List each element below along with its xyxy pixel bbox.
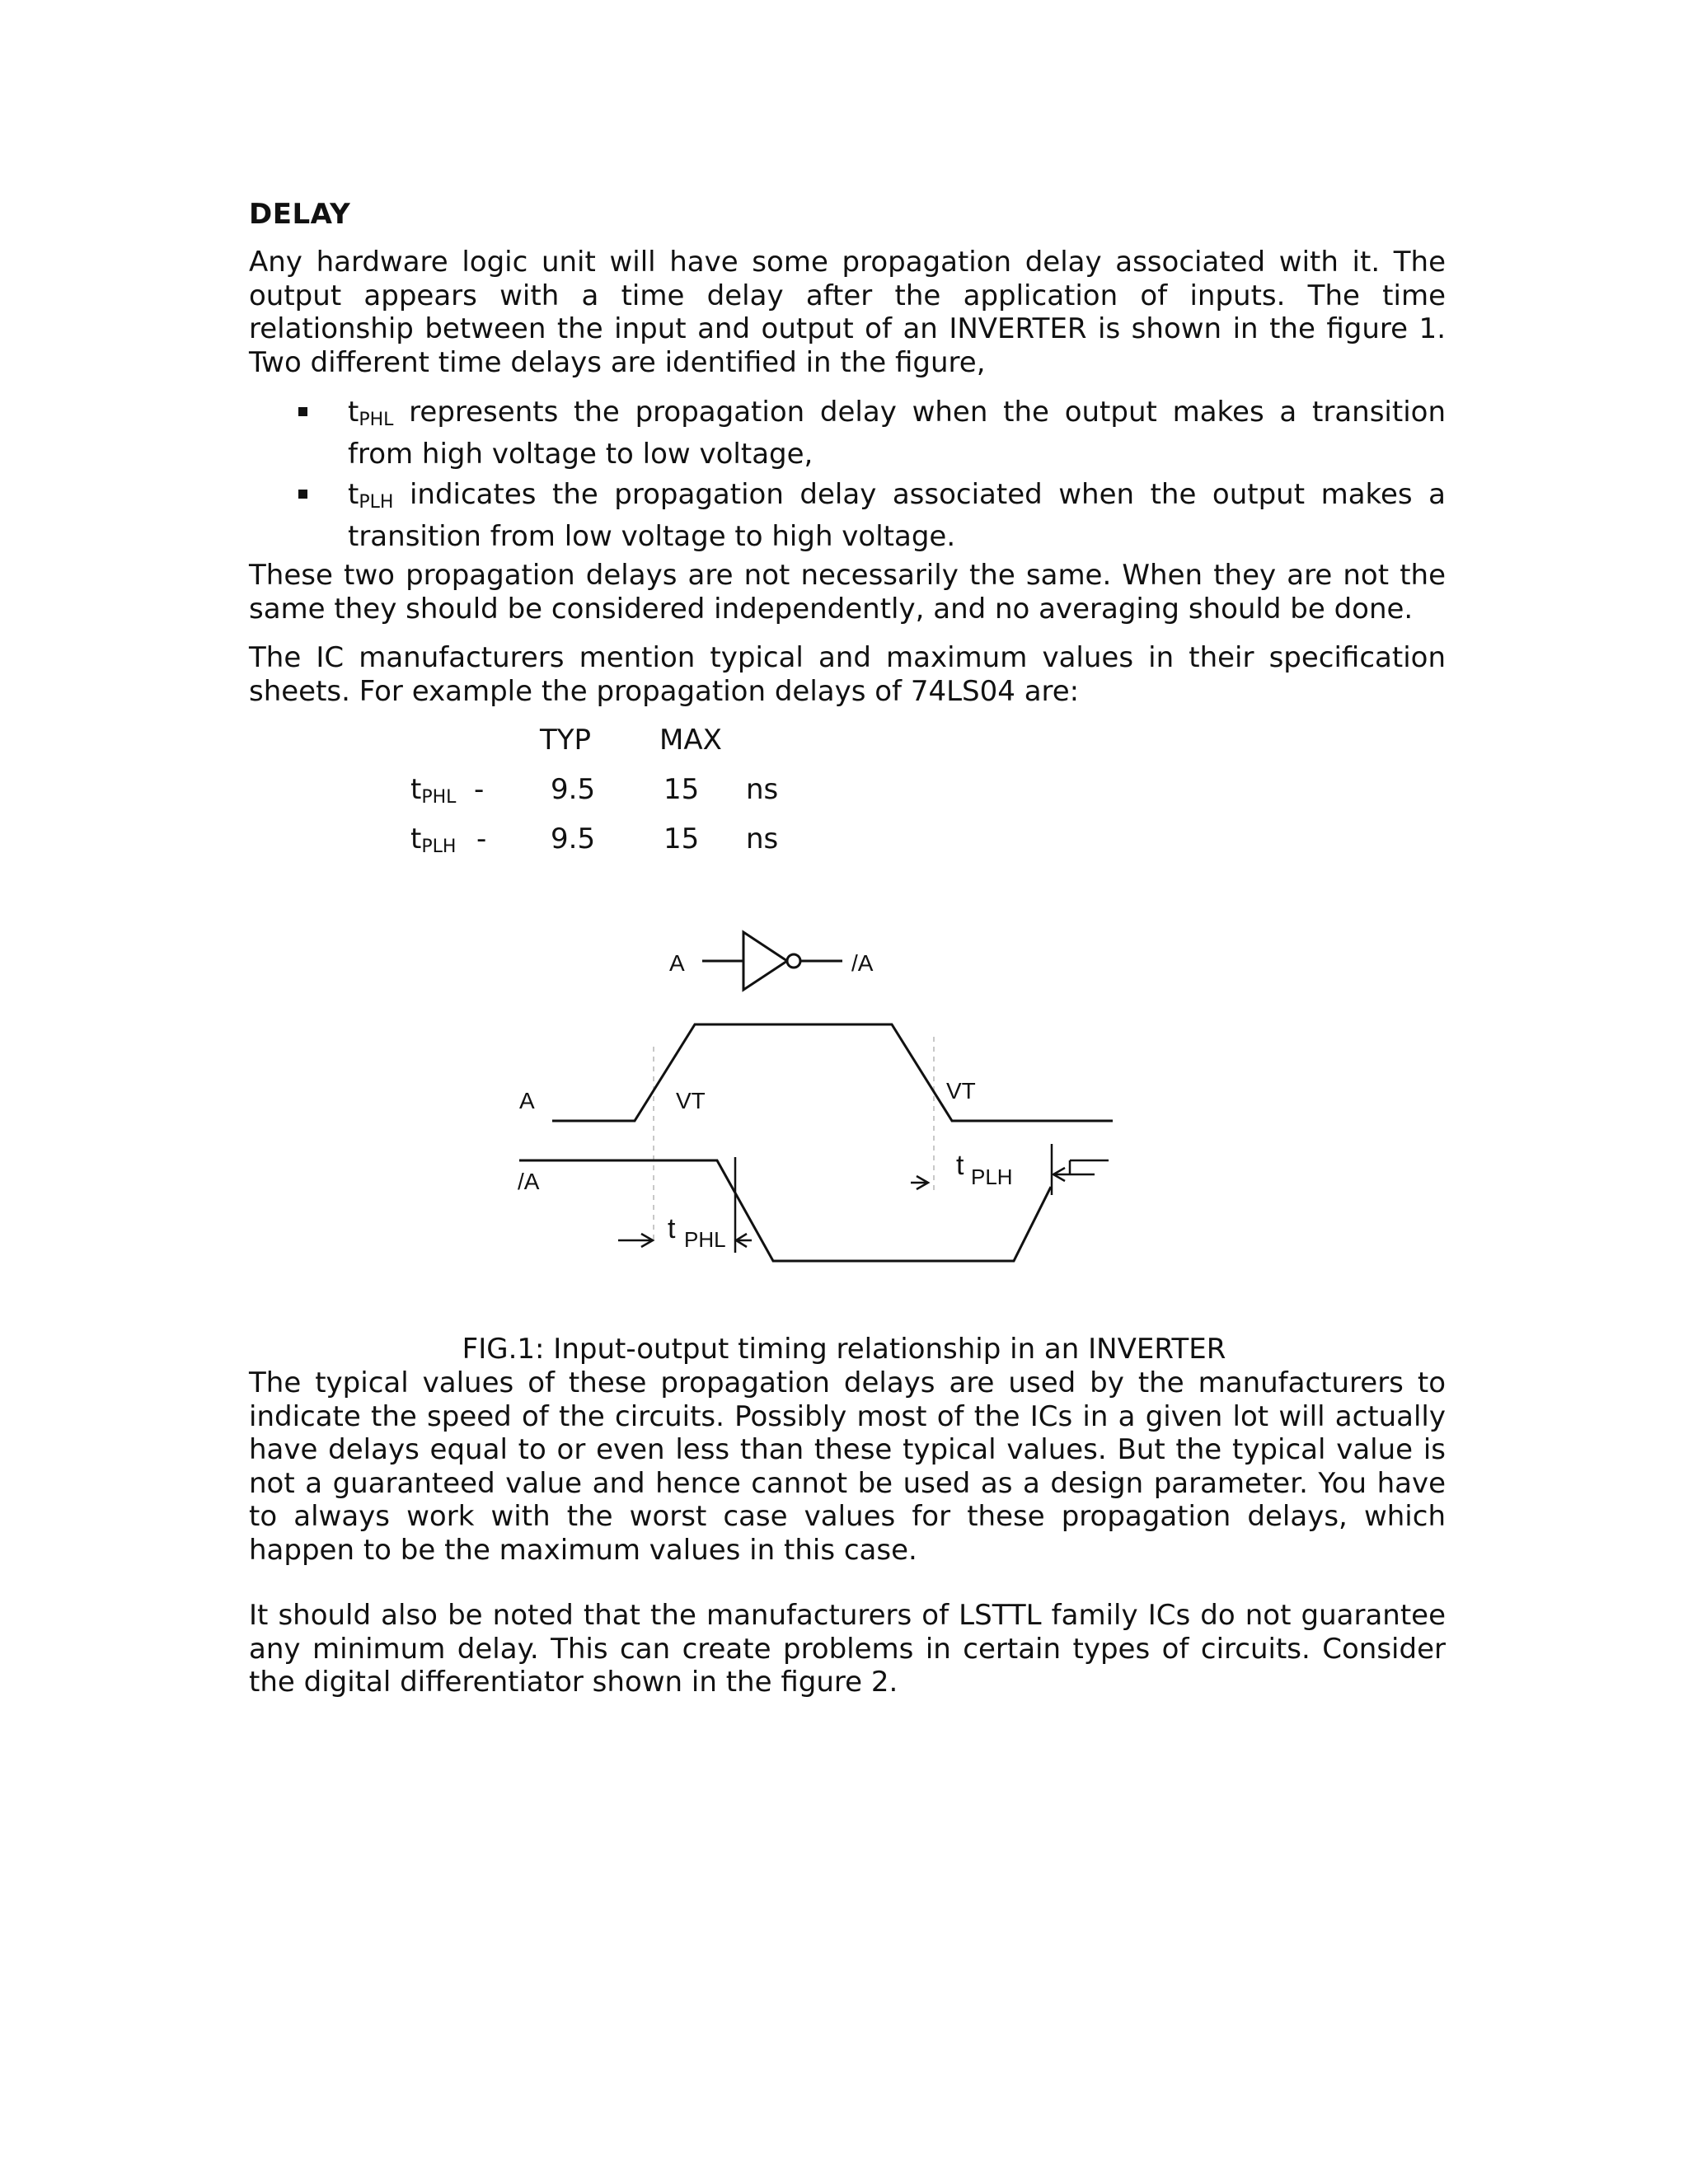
vt-label-right: VT: [946, 1078, 976, 1104]
bullet-text: indicates the propagation delay associated when the output makes a transition from low voltage to high voltage.: [348, 478, 1446, 553]
table-row-symbol: $t_{PHL}$: [410, 773, 457, 808]
tphl-label-t: t: [668, 1213, 676, 1244]
figure-caption: FIG.1: Input-output timing relationship in an INVERTER: [462, 1333, 1226, 1366]
gate-input-label: A: [669, 950, 685, 976]
table-row-dash: -: [474, 773, 485, 806]
table-cell-unit: ns: [746, 773, 779, 806]
section-heading: DELAY: [249, 198, 351, 231]
table-header-max: MAX: [659, 724, 722, 757]
paragraph-minimum-delay: It should also be noted that the manufacturers of LSTTL family ICs do not guarantee any minimum delay. This can create problems in certain types of circuits. Consider the digital differentiator shown in the figure 2.: [249, 1599, 1446, 1699]
tplh-label-t: t: [956, 1150, 964, 1181]
bullet-text: represents the propagation delay when the output makes a transition from high voltage to low voltage,: [348, 396, 1446, 471]
waveform-not-a-label: /A: [518, 1169, 540, 1194]
table-cell-typ: 9.5: [551, 773, 596, 806]
paragraph-typical-values: The typical values of these propagation delays are used by the manufacturers to indicate the speed of the circuits. Possibly most of the ICs in a given lot will actually have delays equal to or even less than these typical values. But the typical value is not a guaranteed value and hence cannot be used as a design parameter. You have to always work with the worst case values for these propagation delays, which happen to be the maximum values in this case.: [249, 1366, 1446, 1567]
paragraph-not-same: These two propagation delays are not necessarily the same. When they are not the same they should be considered independently, and no averaging should be done.: [249, 559, 1446, 626]
symbol-t: t: [348, 396, 359, 429]
waveform-a: [552, 1024, 1113, 1121]
table-cell-max: 15: [663, 823, 700, 855]
table-row-symbol: $t_{PLH}$: [410, 823, 457, 857]
waveform-a-label: A: [519, 1088, 535, 1113]
table-header-typ: TYP: [540, 724, 592, 757]
tplh-label-sub: PLH: [971, 1165, 1013, 1189]
table-cell-unit: ns: [746, 823, 779, 855]
symbol-subscript: PLH: [359, 492, 394, 513]
tphl-label-sub: PHL: [684, 1227, 726, 1252]
inverter-gate-icon: [702, 932, 842, 990]
symbol-t: t: [348, 478, 359, 511]
symbol-subscript: PHL: [359, 410, 394, 430]
table-cell-max: 15: [663, 773, 700, 806]
gate-output-label: /A: [851, 950, 874, 976]
paragraph-intro: Any hardware logic unit will have some propagation delay associated with it. The output appears with a time delay after the application of inputs. The time relationship between the input and output of an INVERTER is shown in the figure 1. Two different time delays are identified in the figure,: [249, 246, 1446, 379]
vt-label-left: VT: [676, 1088, 706, 1113]
paragraph-manufacturers: The IC manufacturers mention typical and maximum values in their specification sheets. For example the propagation delays of 74LS04 are:: [249, 641, 1446, 708]
vt-reference-lines: [654, 1037, 934, 1244]
table-cell-typ: 9.5: [551, 823, 596, 855]
table-row-dash: -: [476, 823, 487, 855]
